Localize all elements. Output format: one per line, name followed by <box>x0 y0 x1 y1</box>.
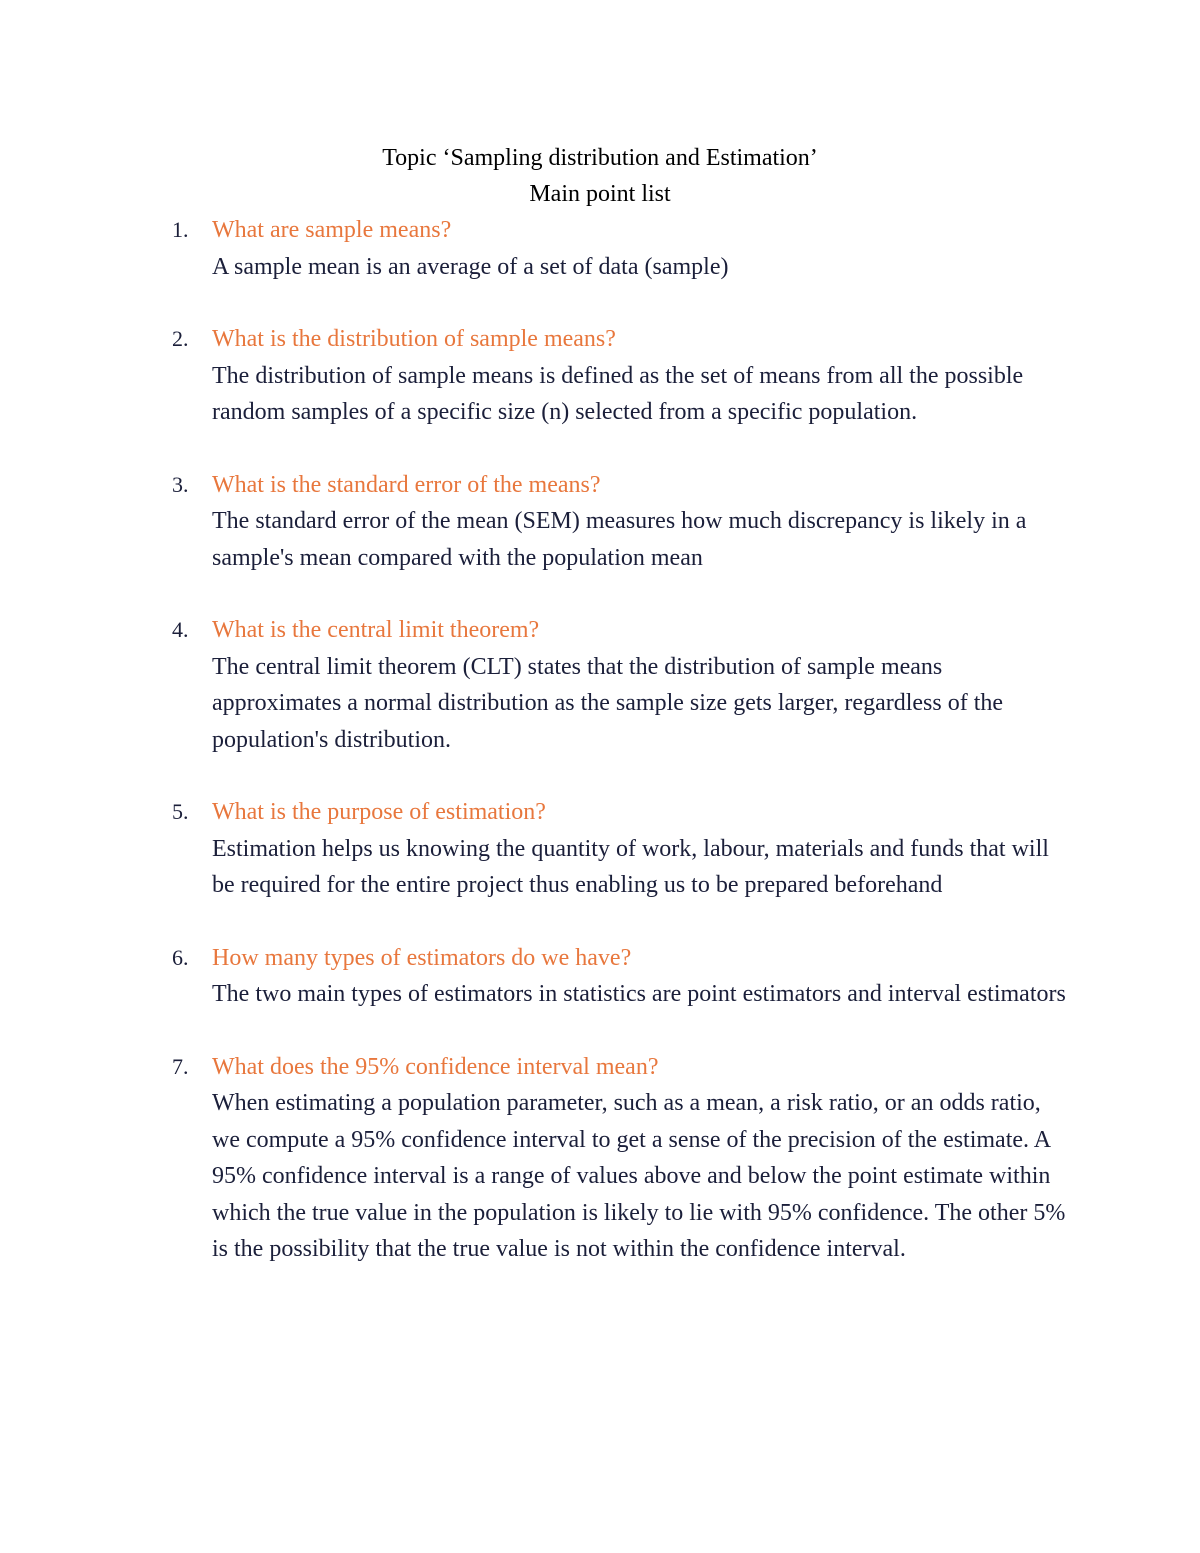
document-subtitle: Main point list <box>529 181 671 207</box>
item-question: What is the purpose of estimation? <box>212 799 546 825</box>
item-answer: The two main types of estimators in statistics are point estimators and interval estimators <box>212 981 1066 1007</box>
item-question: What does the 95% confidence interval mean? <box>212 1053 659 1080</box>
item-number: 2. <box>172 326 189 351</box>
item-answer: A sample mean is an average of a set of data (sample) <box>212 253 729 280</box>
list-item <box>172 794 1072 904</box>
list-item <box>172 1049 1072 1268</box>
list-item <box>172 467 1072 577</box>
document-title: Topic ‘Sampling distribution and Estimation’ <box>382 145 818 171</box>
list-item <box>172 612 1072 758</box>
item-number: 7. <box>172 1053 189 1079</box>
item-number: 1. <box>172 217 189 242</box>
main-point-list <box>172 212 1072 1304</box>
item-number: 5. <box>172 799 189 824</box>
item-question: What are sample means? <box>212 217 452 243</box>
document-header <box>0 140 1200 212</box>
item-number: 6. <box>172 944 189 970</box>
item-answer: The standard error of the mean (SEM) measures how much discrepancy is likely in a sample's mean compared with the population mean <box>212 508 1027 571</box>
item-answer: The central limit theorem (CLT) states that the distribution of sample means approximates a normal distribution as the sample size gets larger, regardless of the population's distribution. <box>212 653 1004 753</box>
item-question: What is the standard error of the means? <box>212 471 601 498</box>
list-item <box>172 321 1072 431</box>
item-number: 3. <box>172 471 189 497</box>
item-question: How many types of estimators do we have? <box>212 944 632 971</box>
item-question: What is the central limit theorem? <box>212 617 540 643</box>
item-answer: When estimating a population parameter, such as a mean, a risk ratio, or an odds ratio, we compute a 95% confidence interval to get a sense of the precision of the estimate. A 95% confidence interval is a range of values above and below the point estimate within which the true value in the population is likely to lie with 95% confidence. The other 5% is the possibility that the true value is not within the confidence interval. <box>212 1090 1066 1262</box>
item-number: 4. <box>172 617 189 642</box>
list-item <box>172 212 1072 285</box>
item-question: What is the distribution of sample means? <box>212 326 616 352</box>
item-answer: Estimation helps us knowing the quantity of work, labour, materials and funds that will be required for the entire project thus enabling us to be prepared beforehand <box>212 835 1049 898</box>
list-item <box>172 940 1072 1013</box>
item-answer: The distribution of sample means is defined as the set of means from all the possible random samples of a specific size (n) selected from a specific population. <box>212 362 1024 425</box>
